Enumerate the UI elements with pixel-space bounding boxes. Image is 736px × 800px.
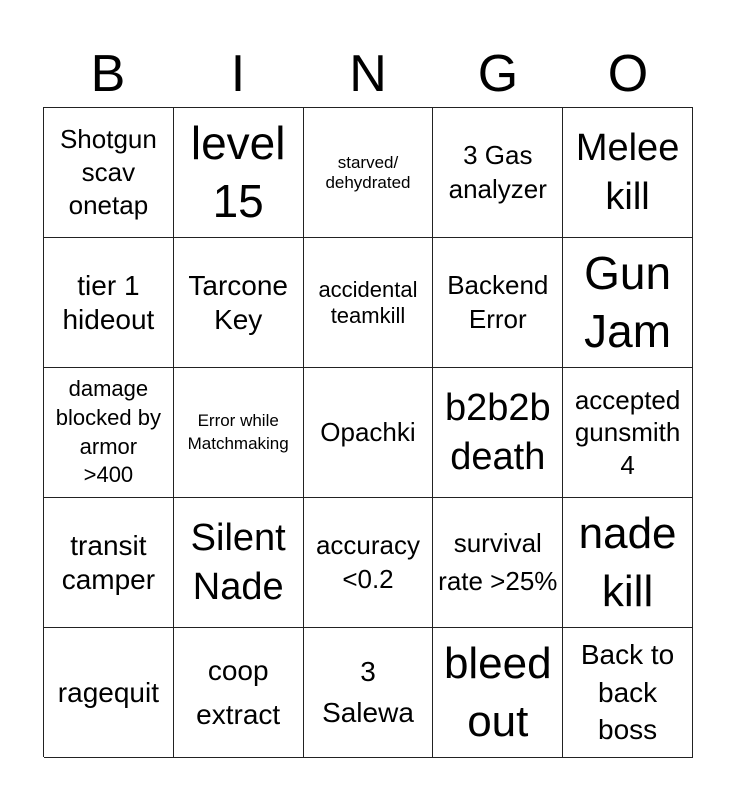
cell-label: level 15 [190, 117, 286, 227]
bingo-cell-r1c1[interactable] [44, 108, 174, 238]
bingo-cell-r2c1[interactable] [44, 238, 174, 368]
board-row-2 [44, 238, 693, 368]
bingo-cell-r3c3[interactable] [304, 368, 434, 498]
cell-label: accepted gunsmith 4 [574, 384, 681, 480]
bingo-cell-r4c4[interactable] [433, 498, 563, 628]
board-row-4 [44, 498, 693, 628]
cell-label: transit camper [61, 529, 156, 595]
cell-label: coop extract [196, 655, 281, 730]
bingo-cell-r1c2[interactable] [174, 108, 304, 238]
bingo-cell-r4c1[interactable] [44, 498, 174, 628]
cell-label: Error while Matchmaking [187, 411, 289, 453]
bingo-cell-r5c5[interactable] [563, 628, 693, 758]
cell-label: bleed out [443, 639, 552, 746]
bingo-header [43, 40, 693, 108]
bingo-cell-r4c3[interactable] [304, 498, 434, 628]
cell-label: Melee kill [575, 126, 680, 218]
header-letter-n: N [349, 45, 387, 103]
cell-label: 3 Gas analyzer [448, 140, 547, 204]
cell-label: accuracy <0.2 [315, 530, 420, 594]
bingo-cell-r4c5[interactable] [563, 498, 693, 628]
board-row-1 [44, 108, 693, 238]
cell-label: Backend Error [447, 270, 549, 334]
cell-label: survival rate >25% [438, 527, 558, 596]
cell-label: accidental teamkill [318, 277, 418, 328]
cell-label: nade kill [578, 509, 677, 616]
cell-label: starved/ dehydrated [325, 152, 411, 192]
bingo-cell-r2c2[interactable] [174, 238, 304, 368]
cell-label: Opachki [320, 416, 416, 447]
bingo-cell-r5c3[interactable] [304, 628, 434, 758]
cell-label: ragequit [57, 676, 159, 708]
cell-label: Tarcone Key [188, 269, 288, 335]
bingo-cell-r5c1[interactable] [44, 628, 174, 758]
bingo-board [43, 107, 693, 757]
header-letter-g: G [477, 45, 519, 103]
board-row-3 [44, 368, 693, 498]
bingo-cell-r4c2[interactable] [174, 498, 304, 628]
cell-label: b2b2b death [444, 386, 551, 478]
bingo-cell-r1c3[interactable] [304, 108, 434, 238]
bingo-cell-r2c5[interactable] [563, 238, 693, 368]
cell-label: Silent Nade [190, 516, 286, 608]
header-letter-b: B [90, 45, 126, 103]
bingo-cell-r1c5[interactable] [563, 108, 693, 238]
bingo-cell-r2c3[interactable] [304, 238, 434, 368]
cell-label: 3 Salewa [322, 655, 414, 728]
bingo-cell-r3c5[interactable] [563, 368, 693, 498]
header-letter-i: I [230, 45, 246, 103]
cell-label: tier 1 hideout [62, 269, 155, 335]
cell-label: damage blocked by armor >400 [55, 376, 161, 488]
bingo-cell-r2c4[interactable] [433, 238, 563, 368]
bingo-cell-r5c4[interactable] [433, 628, 563, 758]
cell-label: Gun Jam [584, 247, 672, 357]
board-row-5 [44, 628, 693, 758]
bingo-cell-r3c2[interactable] [174, 368, 304, 498]
header-letter-o: O [607, 45, 649, 103]
cell-label: Shotgun scav onetap [59, 123, 157, 221]
bingo-cell-r1c4[interactable] [433, 108, 563, 238]
bingo-cell-r3c1[interactable] [44, 368, 174, 498]
bingo-cell-r3c4[interactable] [433, 368, 563, 498]
bingo-cell-r5c2[interactable] [174, 628, 304, 758]
cell-label: Back to back boss [580, 638, 675, 746]
